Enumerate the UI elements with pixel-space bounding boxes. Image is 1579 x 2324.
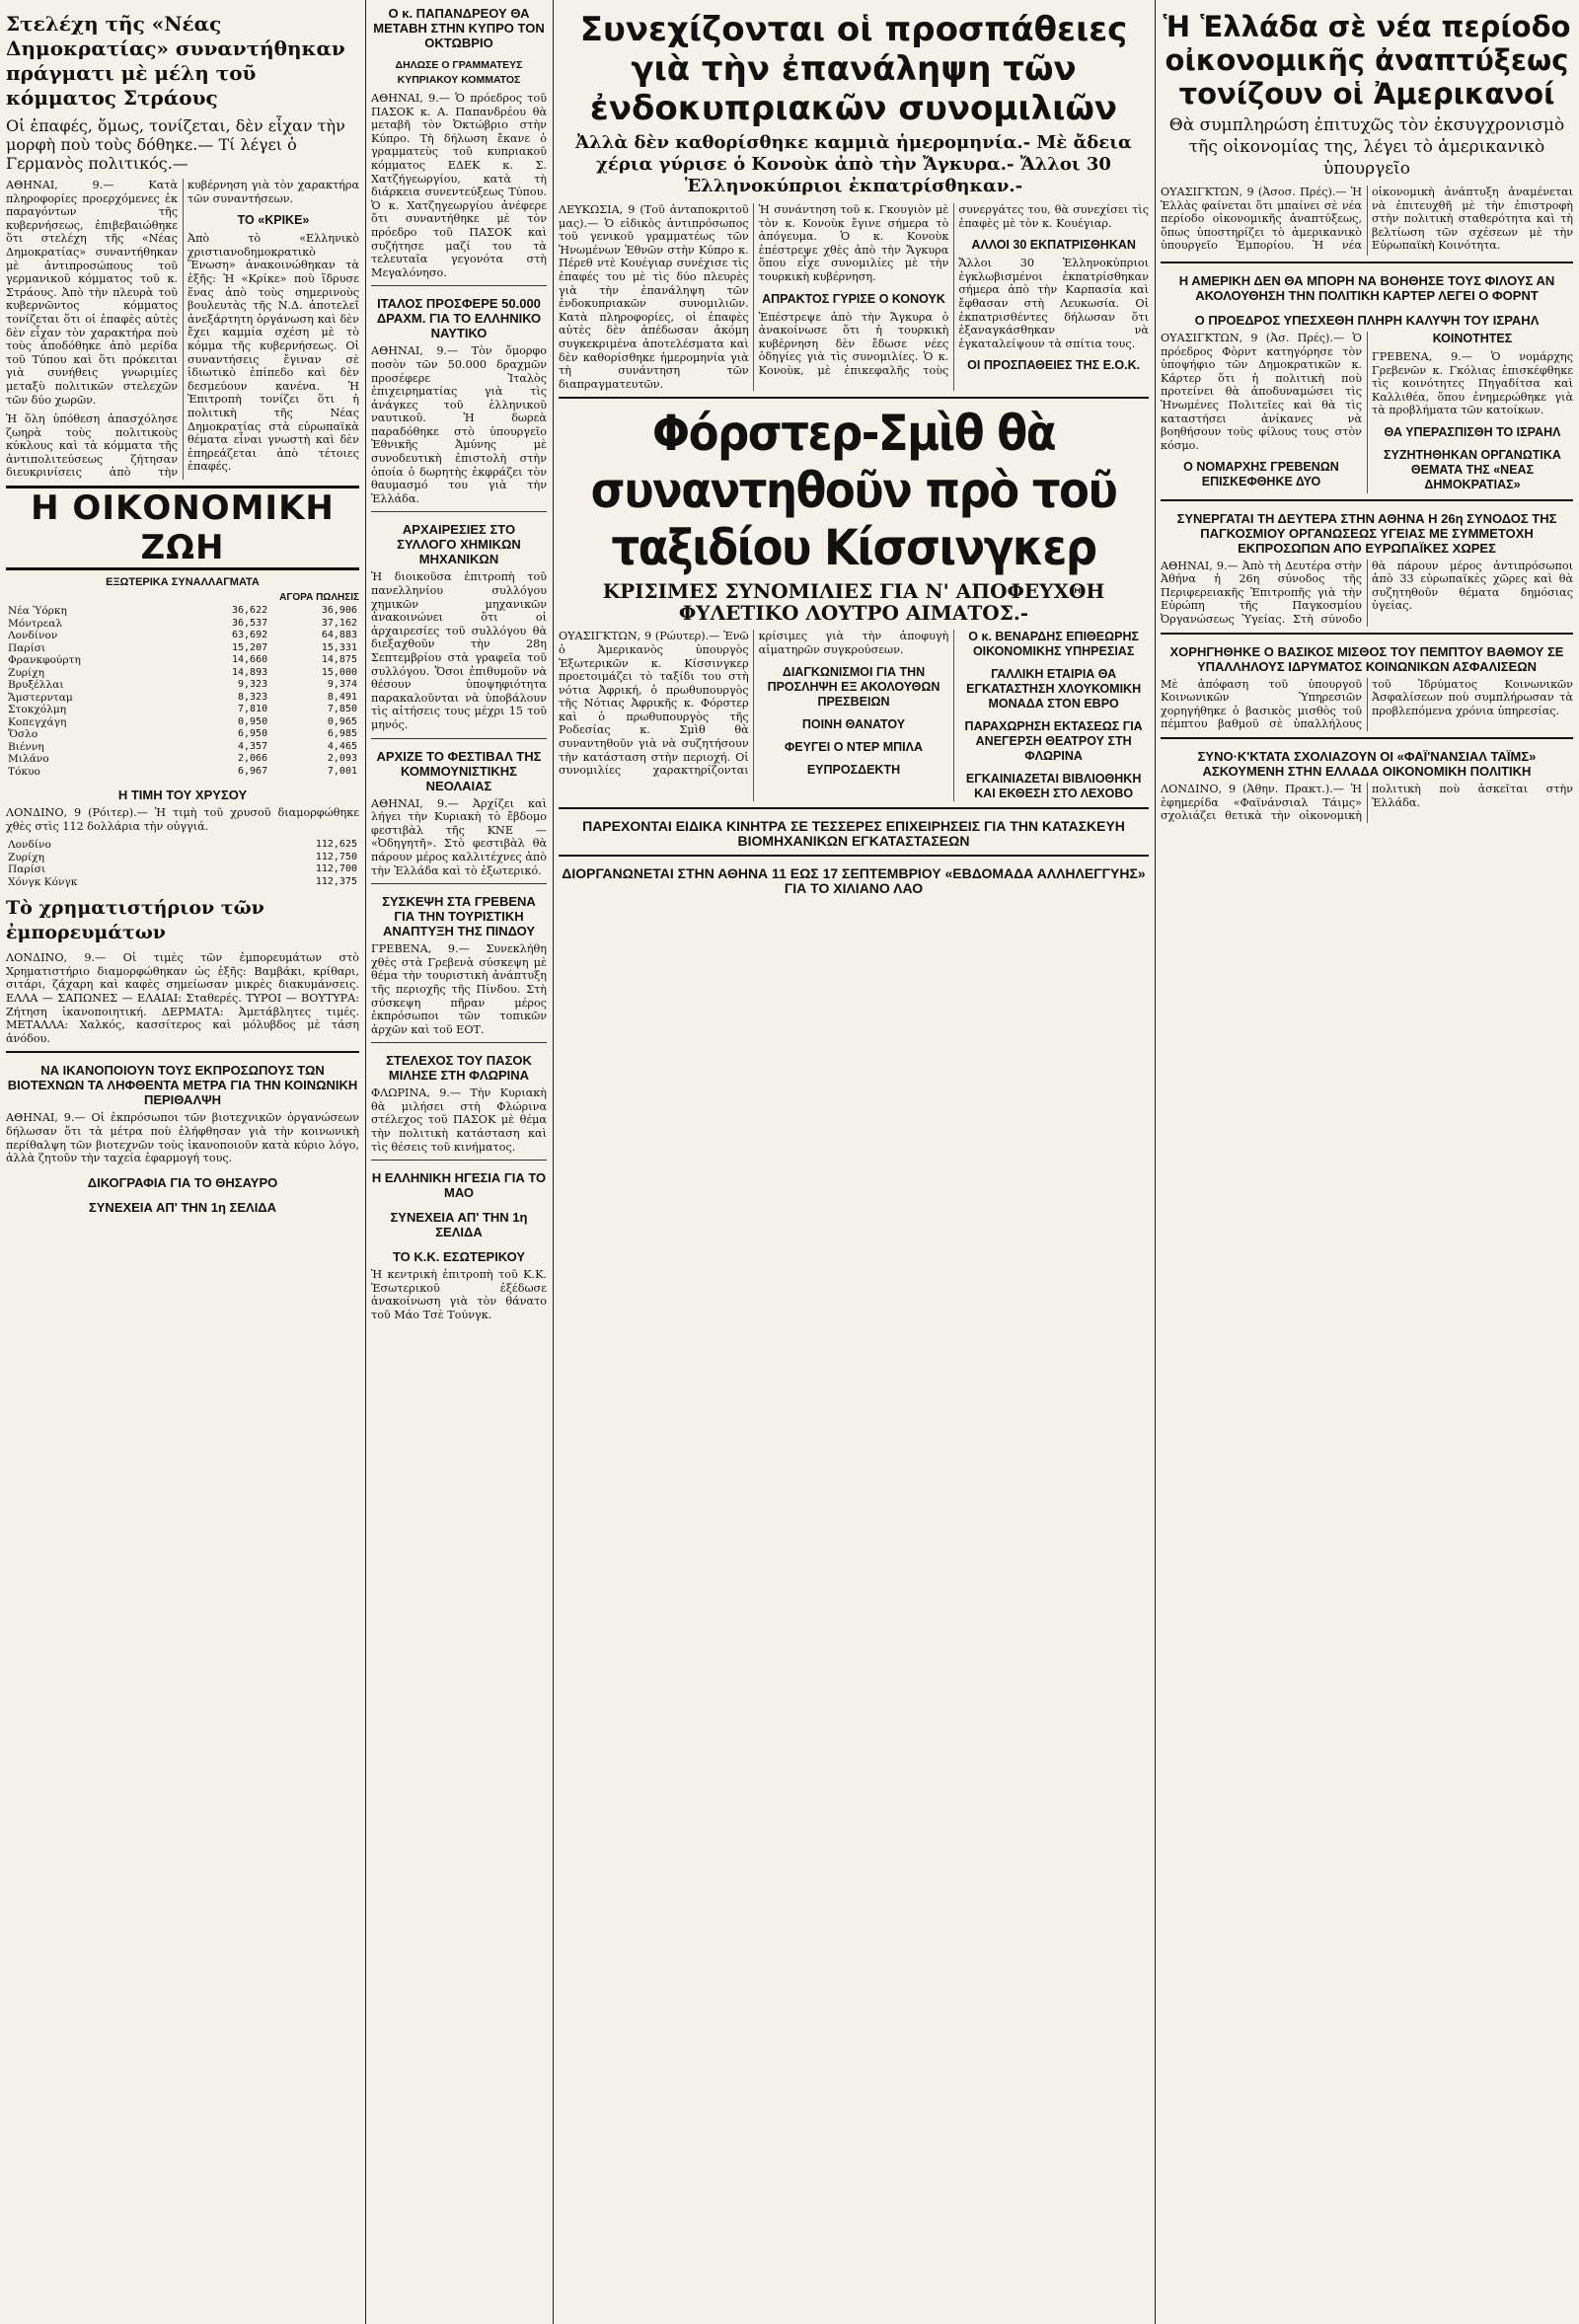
article-ika-salary-body: Μὲ ἀπόφαση τοῦ ὑπουργοῦ Κοινωνικῶν Ὑπηρεσιῶν χορηγήθηκε ὁ βασικὸς μισθὸς τοῦ πέμπτου βαθμοῦ σὲ ὑπαλλήλους τοῦ Ἱδρύματος Κοινωνικῶν Ἀσφαλίσεων ποὺ συμπλήρωσαν τὰ προβλεπόμενα χρόνια ὑπηρεσίας. bbox=[1161, 677, 1573, 731]
fx-row bbox=[6, 741, 359, 754]
fx-currency: Μιλάνο bbox=[8, 753, 49, 766]
article-nd-straus-body: ΑΘΗΝΑΙ, 9.— Κατὰ πληροφορίες προερχόμενες ἐκ παραγόντων τῆς κυβερνήσεως, ἐπιβεβαιώθηκε ὅτι στελέχη τῆς «Νέας Δημοκρατίας» συναντήθηκαν μὲ ἀντιπροσώπους τοῦ γερμανικοῦ κόμματος τοῦ κ. Στράους. Ἀπὸ τὴν πλευρὰ τοῦ κυβερνῶντος κόμματος τονίζεται ὅτι οἱ ἐπαφὲς αὐτὲς δὲν εἶχαν τὸν χαρακτήρα ποὺ τοὺς ἀποδόθηκε ἀπὸ μερίδα τοῦ Τύπου καὶ ὅτι πρόκειται γιὰ συνήθεις γνωριμίες μεταξὺ πολιτικῶν στελεχῶν τῶν δύο χωρῶν. bbox=[6, 179, 178, 407]
fx-row bbox=[6, 704, 359, 716]
fx-row bbox=[6, 654, 359, 667]
fx-row bbox=[6, 766, 359, 779]
article-denktash-return-body: Ἐπέστρεψε ἀπὸ τὴν Ἄγκυρα ὁ ἀνακοίνωσε ὅτι ἡ τουρκικὴ κυβέρνηση δὲν ἔδωσε νέες ὁδηγίες γιὰ τὶς συνομιλίες. Ὁ κ. Κονοὺκ, μὲ ἐπικεφαλῆς τοὺς συνεργάτες του, θὰ συνεχίσει τὶς ἐπαφὲς μὲ τὸν κ. Κουέγιαρ. bbox=[758, 203, 1149, 377]
column-center bbox=[553, 0, 1155, 2324]
headline-ika-salary: ΧΟΡΗΓΗΘΗΚΕ Ο ΒΑΣΙΚΟΣ ΜΙΣΘΟΣ ΤΟΥ ΠΕΜΠΤΟΥ ΒΑΘΜΟΥ ΣΕ ΥΠΑΛΛΗΛΟΥΣ ΙΔΡΥΜΑΤΟΣ ΚΟΙΝΩΝΙΚΩΝ ΑΣΦΑΛΙΣΕΩΝ bbox=[1169, 643, 1564, 674]
fx-table-columns: ΑΓΟΡΑ ΠΩΛΗΣΙΣ bbox=[279, 592, 359, 604]
fx-row bbox=[6, 753, 359, 766]
continued-label-left: ΣΥΝΕΧΕΙΑ ΑΠ' ΤΗΝ 1η ΣΕΛΙΔΑ bbox=[88, 1199, 277, 1215]
article-vorster-smith-body: ΟΥΑΣΙΓΚΤΩΝ, 9 (Ρώυτερ).— Ἐνῶ ὁ Ἀμερικανὸς ὑπουργὸς Ἐξωτερικῶν κ. Κίσσινγκερ προετοιμάζει τὸ ταξίδι του στὴ νότια Ἀφρική, ὁ πρωθυπουργὸς τῆς Νότιας Ἀφρικῆς κ. Φόρστερ καὶ ὁ πρωθυπουργὸς τῆς Ροδεσίας κ. Σμὶθ θὰ συναντηθοῦν γιὰ νὰ συζητήσουν τὴν κατάσταση στὴν περιοχή. Οἱ συνομιλίες χαρακτηρίζονται κρίσιμες γιὰ τὴν ἀποφυγὴ αἱματηρῶν συγκρούσεων. bbox=[559, 630, 949, 778]
fx-row bbox=[6, 667, 359, 680]
fx-currency: Ἄμστερνταμ bbox=[8, 691, 73, 704]
fx-currency: Στοκχόλμη bbox=[8, 704, 67, 716]
fx-buy: 14,893 bbox=[231, 666, 268, 678]
fx-sell: 7,001 bbox=[327, 765, 357, 777]
fx-buy: 4,357 bbox=[238, 740, 268, 752]
fx-sell: 15,331 bbox=[321, 641, 357, 653]
article-cyprus-talks-body: ΛΕΥΚΩΣΙΑ, 9 (Τοῦ ἀνταποκριτοῦ μας).— Ὁ εἰδικὸς ἀντιπρόσωπος τοῦ γενικοῦ γραμματέως τῶν Ἡνωμένων Ἐθνῶν στὴν Κύπρο κ. Πέρεθ ντὲ Κουέγιαρ συνέχισε τὶς ἐπαφές του μὲ τὶς δύο πλευρὲς γιὰ τὴν ἐπανάληψη τῶν ἐνδοκυπριακῶν συνομιλιῶν. Κατὰ πληροφορίες, οἱ ἐπαφὲς αὐτὲς δὲν ἀπέδωσαν ἀκόμη συγκεκριμένα ἀποτελέσματα καὶ δὲν καθορίσθηκε ἡμερομηνία γιὰ τὴ συνάντηση τῶν διαπραγματευτῶν. bbox=[559, 203, 749, 391]
article-chemical-engineers-body: Ἡ διοικοῦσα ἐπιτροπὴ τοῦ πανελληνίου συλλόγου χημικῶν μηχανικῶν ἀνακοινώνει ὅτι οἱ ἀρχαιρεσίες τοῦ συλλόγου θὰ διεξαχθοῦν τὴν 28η Σεπτεμβρίου στὰ γραφεῖα τοῦ συλλόγου. Ὅσοι ἐπιθυμοῦν νὰ θέσουν ὑποψηφιότητα παρακαλοῦνται νὰ ὑποβάλουν τὶς αἰτήσεις τους μέχρι 15 τοῦ μηνός. bbox=[371, 570, 547, 731]
subhead-attaches: ΔΙΑΓΚΩΝΙΣΜΟΙ ΓΙΑ ΤΗΝ ΠΡΟΣΛΗΨΗ ΕΞ ΑΚΟΛΟΥΘΩΝ ΠΡΕΣΒΕΙΩΝ bbox=[767, 664, 940, 709]
subhead-greek-economy: Θὰ συμπληρώση ἐπιτυχῶς τὸν ἐκσυγχρονισμὸ τῆς οἰκονομίας της, λέγει τὸ ἀμερικανικὸ ὑπουργεῖο bbox=[1168, 115, 1565, 179]
fx-currency: Παρίσι bbox=[8, 641, 46, 654]
headline-greek-economy: Ἡ Ἑλλάδα σὲ νέα περίοδο οἰκονομικῆς ἀναπτύξεως τονίζουν οἱ Ἀμερικανοί bbox=[1163, 10, 1571, 111]
subhead-papandreou: ΔΗΛΩΣΕ Ο ΓΡΑΜΜΑΤΕΥΣ ΚΥΠΡΙΑΚΟΥ ΚΟΜΜΑΤΟΣ bbox=[395, 59, 523, 86]
fx-sell: 37,162 bbox=[321, 617, 357, 629]
fx-sell: 14,875 bbox=[321, 654, 357, 666]
headline-ford-carter: Η ΑΜΕΡΙΚΗ ΔΕΝ ΘΑ ΜΠΟΡΗ ΝΑ ΒΟΗΘΗΣΕ ΤΟΥΣ ΦΙΛΟΥΣ ΑΝ ΑΚΟΛΟΥΘΗΣΗ ΤΗΝ ΠΟΛΙΤΙΚΗ ΚΑΡΤΕΡ ΛΕΓΕΙ Ο ΦΟΡΝΤ bbox=[1178, 272, 1555, 303]
headline-papandreou: Ο κ. ΠΑΠΑΝΔΡΕΟΥ ΘΑ ΜΕΤΑΒΗ ΣΤΗΝ ΚΥΠΡΟ ΤΟΝ ΟΚΤΩΒΡΙΟ bbox=[373, 6, 545, 50]
fx-sell: 8,491 bbox=[327, 691, 357, 703]
subhead-krike: ΤΟ «ΚΡΙΚΕ» bbox=[237, 213, 310, 228]
gold-value: 112,625 bbox=[315, 839, 357, 851]
fx-currency: Ζυρίχη bbox=[8, 666, 44, 679]
headline-greek-leadership-mao: Η ΕΛΛΗΝΙΚΗ ΗΓΕΣΙΑ ΓΙΑ ΤΟ ΜΑΟ bbox=[371, 1170, 547, 1201]
headline-nd-straus: Στελέχη τῆς «Νέας Δημοκρατίας» συναντήθηκαν πράγματι μὲ μέλη τοῦ κόμματος Στράους bbox=[6, 12, 345, 110]
fx-buy: 63,692 bbox=[231, 630, 268, 641]
article-ford-carter-body: ΟΥΑΣΙΓΚΤΩΝ, 9 (Ἀσ. Πρές).— Ὁ πρόεδρος Φὸρντ κατηγόρησε τὸν ὑποψήφιο τῶν Δημοκρατικῶν κ. Κάρτερ ὅτι ἡ πολιτικὴ ποὺ προτείνει θὰ ἀποδυναμώσει τὶς Ἡνωμένες Πολιτεῖες καὶ θὰ τὶς καταστήσει ἀνίκανες νὰ βοηθήσουν τοὺς φίλους τους στὸν κόσμο. bbox=[1161, 331, 1362, 452]
subhead-vorster-smith: ΚΡΙΣΙΜΕΣ ΣΥΝΟΜΙΛΙΕΣ ΓΙΑ Ν' ΑΠΟΦΕΥΧΘΗ ΦΥΛΕΤΙΚΟ ΛΟΥΤΡΟ ΑΙΜΑΤΟΣ.- bbox=[602, 579, 1105, 626]
fx-table-title: ΕΞΩΤΕΡΙΚΑ ΣΥΝΑΛΛΑΓΜΑΤΑ bbox=[106, 576, 260, 589]
fx-sell: 4,465 bbox=[327, 740, 357, 752]
article-who-session-body: ΑΘΗΝΑΙ, 9.— Ἀπὸ τὴ Δευτέρα στὴν Ἀθήνα ἡ 26η σύνοδος τῆς Περιφερειακῆς Ἐπιτροπῆς γιὰ τὴν Εὐρώπη τῆς Παγκοσμίου Ὀργανώσεως Ὑγείας. Στὴ σύνοδο θὰ πάρουν μέρος ἀντιπρόσωποι ἀπὸ 33 εὐρωπαϊκὲς χῶρες καὶ θὰ συζητηθοῦν θέματα δημόσιας ὑγείας. bbox=[1161, 559, 1573, 626]
subhead-der-bila: ΦΕΥΓΕΙ Ο ΝΤΕΡ ΜΠΙΛΑ bbox=[784, 739, 923, 754]
fx-row bbox=[6, 679, 359, 692]
headline-kke-interior: ΤΟ Κ.Κ. ΕΣΩΤΕΡΙΚΟΥ bbox=[392, 1249, 526, 1265]
subhead-eec-efforts: ΟΙ ΠΡΟΣΠΑΘΕΙΕΣ ΤΗΣ Ε.Ο.Κ. bbox=[967, 358, 1141, 373]
gold-row bbox=[6, 876, 359, 889]
fx-buy: 8,323 bbox=[238, 691, 268, 703]
headline-thesaurus: ΔΙΚΟΓΡΑΦΙΑ ΓΙΑ ΤΟ ΘΗΣΑΥΡΟ bbox=[87, 1174, 278, 1190]
fx-buy: 36,537 bbox=[231, 617, 268, 629]
fx-buy: 14,660 bbox=[231, 654, 268, 666]
headline-italian-donation: ΙΤΑΛΟΣ ΠΡΟΣΦΕΡΕ 50.000 ΔΡΑΧΜ. ΓΙΑ ΤΟ ΕΛΛΗΝΙΚΟ ΝΑΥΤΙΚΟ bbox=[376, 296, 542, 341]
fx-sell: 6,985 bbox=[327, 728, 357, 740]
fx-currency: Ὄσλο bbox=[8, 728, 38, 741]
column-left bbox=[0, 0, 365, 2324]
gold-row bbox=[6, 852, 359, 864]
fx-buy: 7,810 bbox=[238, 704, 268, 715]
article-grevena-tourism-body: ΓΡΕΒΕΝΑ, 9.— Συνεκλήθη χθὲς στὰ Γρεβενὰ σύσκεψη μὲ θέμα τὴν τουριστικὴ ἀνάπτυξη τῆς περιοχῆς τῆς Πίνδου. Στὴ σύσκεψη πῆραν μέρος ἐκπρόσωποι τῶν τοπικῶν ἀρχῶν καὶ τοῦ ΕΟΤ. bbox=[371, 942, 547, 1036]
article-greek-economy-body: ΟΥΑΣΙΓΚΤΩΝ, 9 (Ἀσοσ. Πρές).— Ἡ Ἑλλὰς φαίνεται ὅτι μπαίνει σὲ νέα περίοδο οἰκονομικῆς ἀναπτύξεως, ὅπως ὑποστηρίζει τὸ ἀμερικανικὸ ὑπουργεῖο Ἐμπορίου. Ἡ νέα οἰκονομικὴ ἀνάπτυξη ἀναμένεται νὰ ἐπιτευχθῆ μὲ τὴν ἐπιστροφὴ στὴν πολιτικὴ σταθερότητα καὶ τὴ βελτίωση τῶν σχέσεων μὲ τὴν Εὐρωπαϊκὴ Κοινότητα. bbox=[1161, 186, 1573, 253]
continued-label-second: ΣΥΝΕΧΕΙΑ ΑΠ' ΤΗΝ 1η ΣΕΛΙΔΑ bbox=[390, 1210, 528, 1240]
article-financial-times-body: ΛΟΝΔΙΝΟ, 9 (Ἀθην. Πρακτ.).— Ἡ ἐφημερίδα «Φαϊνάνσιαλ Τάιμς» σχολιάζει θετικὰ τὴν οἰκονομικὴ πολιτικὴ ποὺ ἀσκεῖται στὴν Ἑλλάδα. bbox=[1161, 782, 1573, 823]
gold-value: 112,750 bbox=[315, 851, 357, 862]
fx-row bbox=[6, 630, 359, 642]
fx-row bbox=[6, 692, 359, 705]
fx-sell: 7,850 bbox=[327, 704, 357, 715]
subhead-death-penalty: ΠΟΙΝΗ ΘΑΝΑΤΟΥ bbox=[801, 716, 906, 731]
subhead-cyprus-talks: Ἀλλὰ δὲν καθορίσθηκε καμμιὰ ἡμερομηνία.- Μὲ ἄδεια χέρια γύρισε ὁ Κονοὺκ ἀπὸ τὴν Ἄγκυρα.- Ἄλλοι 30 Ἑλληνοκύπριοι ἐκπατρίσθηκαν.- bbox=[575, 132, 1132, 196]
headline-craftsmen: ΝΑ ΙΚΑΝΟΠΟΙΟΥΝ ΤΟΥΣ ΕΚΠΡΟΣΩΠΟΥΣ ΤΩΝ ΒΙΟΤΕΧΝΩΝ ΤΑ ΛΗΦΘΕΝΤΑ ΜΕΤΡΑ ΓΙΑ ΤΗΝ ΚΟΙΝΩΝΙΚΗ ΠΕΡΙΘΑΛΨΗ bbox=[7, 1063, 358, 1108]
subhead-defend-israel: ΘΑ ΥΠΕΡΑΣΠΙΣΘΗ ΤΟ ΙΣΡΑΗΛ bbox=[1384, 424, 1561, 439]
gold-market: Ζυρίχη bbox=[8, 851, 44, 863]
fx-row bbox=[6, 605, 359, 618]
article-craftsmen-body: ΑΘΗΝΑΙ, 9.— Οἱ ἐκπρόσωποι τῶν βιοτεχνικῶν ὀργανώσεων δήλωσαν ὅτι τὰ μέτρα ποὺ ἐλήφθησαν γιὰ τὴν κοινωνικὴ περίθαλψη τῶν βιοτεχνῶν τοὺς ἱκανοποιοῦν κατὰ κύριο λόγο, ἀλλὰ ζητοῦν τὴν ταχεία ἐφαρμογή τους. bbox=[6, 1111, 359, 1165]
headline-financial-times: ΣΥΝΟ·Κ'ΚΤΑΤΑ ΣΧΟΛΙΑΖΟΥΝ ΟΙ «ΦΑΪ'ΝΑΝΣΙΑΛ ΤΑΪΜΣ» ΑΣΚΟΥΜΕΝΗ ΣΤΗΝ ΕΛΛΑΔΑ ΟΙΚΟΝΟΜΙΚΗ ΠΟΛΙΤΙΚΗ bbox=[1197, 748, 1537, 779]
headline-solidarity-week: ΔΙΟΡΓΑΝΩΝΕΤΑΙ ΣΤΗΝ ΑΘΗΝΑ 11 ΕΩΣ 17 ΣΕΠΤΕΜΒΡΙΟΥ «ΕΒΔΟΜΑΔΑ ΑΛΛΗΛΕΓΓΥΗΣ» ΓΙΑ ΤΟ ΧΙΛΙΑΝΟ ΛΑΟ bbox=[562, 865, 1146, 897]
subhead-denktash-return: ΑΠΡΑΚΤΟΣ ΓΥΡΙΣΕ Ο ΚΟΝΟΥΚ bbox=[762, 291, 945, 306]
commodities-text: ΛΟΝΔΙΝΟ, 9.— Οἱ τιμὲς τῶν ἐμπορευμάτων στὸ Χρηματιστήριο διαμορφώθηκαν ὡς ἑξῆς: Βαμβάκι, κρίθαρι, σιτάρι, ζάχαρη καὶ καφὲς σημείωσαν μικρὲς διακυμάνσεις. ΕΛΛΑ — ΣΑΠΩΝΕΣ — ΕΛΑΙΑΙ: Σταθερές. ΤΥΡΟΙ — ΒΟΥΤΥΡΑ: Ζήτηση ἱκανοποιητική. ΔΕΡΜΑΤΑ: Ἀμετάβλητες τιμές. ΜΕΤΑΛΛΑ: Χαλκός, κασσίτερος καὶ μόλυβδος μὲ τάση ἀνόδου. bbox=[6, 951, 359, 1045]
gold-table bbox=[6, 839, 359, 888]
subhead-venardis: Ο κ. ΒΕΝΑΡΔΗΣ ΕΠΙΘΕΩΡΗΣ ΟΙΚΟΝΟΜΙΚΗΣ ΥΠΗΡΕΣΙΑΣ bbox=[968, 630, 1139, 659]
headline-nd-organisation: ΣΥΖΗΤΗΘΗΚΑΝ ΟΡΓΑΝΩΤΙΚΑ ΘΕΜΑΤΑ ΤΗΣ «ΝΕΑΣ ΔΗΜΟΚΡΑΤΙΑΣ» bbox=[1384, 447, 1561, 491]
article-papandreou-body: ΑΘΗΝΑΙ, 9.— Ὁ πρόεδρος τοῦ ΠΑΣΟΚ κ. Α. Παπανδρέου θὰ μεταβῆ τὸν Ὀκτώβριο στὴν Κύπρο. Τὴ δήλωση ἔκανε ὁ γραμματεὺς τοῦ κυπριακοῦ κόμματος ΕΔΕΚ κ. Σ. Χατζήγεωργίου, κατὰ τὴ διάρκεια συνεντεύξεως Τύπου. Ὁ κ. Χατζηγεωργίου ἀνέφερε ὅτι συναντήθηκε μὲ τὸν πρόεδρο τοῦ ΠΑΣΟΚ καὶ συζήτησε μαζί του τὰ τελευταῖα γεγονότα στὴ Μεγαλόνησο. bbox=[371, 92, 547, 279]
fx-row bbox=[6, 642, 359, 655]
gold-row bbox=[6, 863, 359, 876]
headline-grevena-tourism: ΣΥΣΚΕΨΗ ΣΤΑ ΓΡΕΒΕΝΑ ΓΙΑ ΤΗΝ ΤΟΥΡΙΣΤΙΚΗ ΑΝΑΠΤΥΞΗ ΤΗΣ ΠΙΝΔΟΥ bbox=[382, 894, 536, 939]
fx-sell: 9,374 bbox=[327, 679, 357, 691]
article-nd-straus-body2: Ἡ ὅλη ὑπόθεση ἀπασχόλησε ζωηρὰ τοὺς πολιτικοὺς κύκλους καὶ τὰ κόμματα τῆς ἀντιπολιτεύσεως ζήτησαν διευκρινίσεις ἀπὸ τὴν κυβέρνηση γιὰ τὸν χαρακτήρα τῶν συναντήσεων. bbox=[6, 179, 359, 480]
headline-who-session: ΣΥΝΕΡΓΑΤΑΙ ΤΗ ΔΕΥΤΕΡΑ ΣΤΗΝ ΑΘΗΝΑ Η 26η ΣΥΝΟΔΟΣ ΤΗΣ ΠΑΓΚΟΣΜΙΟΥ ΟΡΓΑΝΩΣΕΩΣ ΥΓΕΙΑΣ ΜΕ ΣΥΜΜΕΤΟΧΗ ΕΚΠΡΟΣΩΠΩΝ ΑΠΟ ΕΥΡΩΠΑΪΚΕΣ ΧΩΡΕΣ bbox=[1176, 510, 1557, 556]
gold-value: 112,700 bbox=[315, 863, 357, 875]
fx-sell: 64,883 bbox=[321, 630, 357, 641]
article-cyprus-talks-body2: Ἡ συνάντηση τοῦ κ. Γκουγιὸν μὲ τὸν κ. Κονοὺκ ἔγινε σήμερα τὸ ἀπόγευμα. Ὁ κ. Κονοὺκ ἐπέστρεψε χθὲς ἀπὸ τὴν Ἄγκυρα ὅπου εἶχε συνομιλίες μὲ τὴν τουρκικὴ κυβέρνηση. bbox=[758, 203, 949, 283]
fx-currency: Λονδίνον bbox=[8, 630, 58, 642]
subhead-florina-theatre: ΠΑΡΑΧΩΡΗΣΗ ΕΚΤΑΣΕΩΣ ΓΙΑ ΑΝΕΓΕΡΣΗ ΘΕΑΤΡΟΥ ΣΤΗ ΦΛΩΡΙΝΑ bbox=[964, 719, 1143, 764]
fx-buy: 36,622 bbox=[231, 605, 268, 617]
gold-row bbox=[6, 839, 359, 852]
fx-buy: 6,967 bbox=[238, 765, 268, 777]
subhead-welcome: ΕΥΠΡΟΣΔΕΚΤΗ bbox=[806, 762, 901, 777]
column-second bbox=[365, 0, 553, 2324]
article-kne-festival-body: ΑΘΗΝΑΙ, 9.— Ἀρχίζει καὶ λήγει τὴν Κυριακὴ τὸ ἔβδομο φεστιβὰλ τῆς ΚΝΕ — «Ὀδηγητῆ». Στὸ φεστιβὰλ θὰ πάρουν μέρος καλλιτέχνες ἀπὸ τὴν Ἑλλάδα καὶ τὸ ἐξωτερικό. bbox=[371, 796, 547, 877]
headline-israel-coverage: Ο ΠΡΟΕΔΡΟΣ ΥΠΕΣΧΕΘΗ ΠΛΗΡΗ ΚΑΛΥΨΗ ΤΟΥ ΙΣΡΑΗΛ bbox=[1194, 312, 1540, 328]
gold-price-title: Η ΤΙΜΗ ΤΟΥ ΧΡΥΣΟΥ bbox=[117, 787, 248, 803]
article-expatriated-body: Ἄλλοι 30 Ἑλληνοκύπριοι ἐγκλωβισμένοι ἐκπατρίσθηκαν σήμερα ἀπὸ τὴν Καρπασία καὶ ἔφθασαν στὴ Λευκωσία. Οἱ ἐκπατρισθέντες δήλωσαν ὅτι ἐξαναγκάσθηκαν νὰ ἐγκαταλείψουν τὰ σπίτια τους. bbox=[958, 257, 1149, 350]
fx-table bbox=[6, 605, 359, 778]
fx-currency: Φρανκφούρτη bbox=[8, 654, 81, 667]
fx-currency: Μόντρεαλ bbox=[8, 617, 63, 630]
fx-currency: Κοπεγχάγη bbox=[8, 715, 67, 728]
fx-row bbox=[6, 618, 359, 631]
fx-sell: 2,093 bbox=[327, 753, 357, 765]
fx-buy: 6,950 bbox=[238, 728, 268, 740]
subhead-nd-straus: Οἱ ἐπαφές, ὅμως, τονίζεται, δὲν εἶχαν τὴν μορφὴ ποὺ τοὺς δόθηκε.— Τί λέγει ὁ Γερμανὸς πολιτικός.— bbox=[6, 116, 345, 173]
commodities-title: Τὸ χρηματιστήριον τῶν ἐμπορευμάτων bbox=[6, 897, 264, 944]
article-grevena-prefect-body: ΓΡΕΒΕΝΑ, 9.— Ὁ νομάρχης Γρεβενῶν κ. Γκόλιας ἐπισκέφθηκε τὶς κοινότητες Πηγαδίτσα καὶ Καλλιθέα, ὅπου ἐνημερώθηκε γιὰ τὰ προβλήματα τῶν κατοίκων. bbox=[1372, 349, 1573, 417]
fx-currency: Βρυξέλλαι bbox=[8, 679, 64, 692]
gold-price-text: ΛΟΝΔΙΝΟ, 9 (Ρόιτερ).— Ἡ τιμὴ τοῦ χρυσοῦ διαμορφώθηκε χθὲς στὶς 112 δολλάρια τὴν οὐγγιά. bbox=[6, 806, 359, 833]
article-kke-interior-body: Ἡ κεντρικὴ ἐπιτροπὴ τοῦ Κ.Κ. Ἐσωτερικοῦ ἐξέδωσε ἀνακοίνωση γιὰ τὸν θάνατο τοῦ Μάο Τσὲ Τούνγκ. bbox=[371, 1268, 547, 1322]
article-italian-donation-body: ΑΘΗΝΑΙ, 9.— Τὸν ὄμορφο ποσὸν τῶν 50.000 δραχμῶν προσέφερε Ἰταλὸς ἐπιχειρηματίας γιὰ τὶς ἀνάγκες τοῦ ἑλληνικοῦ ναυτικοῦ. Ἡ δωρεὰ παραδόθηκε στὸ ὑπουργεῖο Ἐθνικῆς Ἀμύνης μὲ συνοδευτικὴ ἐπιστολὴ στὴν ὁποία ὁ δωρητὴς ἐκφράζει τὸν θαυμασμό του γιὰ τὴν Ἑλλάδα. bbox=[371, 344, 547, 505]
fx-currency: Τόκυο bbox=[8, 765, 40, 778]
headline-kne-festival: ΑΡΧΙΖΕ ΤΟ ΦΕΣΤΙΒΑΛ ΤΗΣ ΚΟΜΜΟΥΝΙΣΤΙΚΗΣ ΝΕΟΛΑΙΑΣ bbox=[376, 748, 542, 793]
gold-market: Λονδίνο bbox=[8, 839, 51, 852]
gold-value: 112,375 bbox=[315, 875, 357, 887]
fx-currency: Βιέννη bbox=[8, 740, 44, 753]
economic-life-banner: Η ΟΙΚΟΝΟΜΙΚΗ ΖΩΗ bbox=[6, 486, 359, 570]
gold-market: Παρίσι bbox=[8, 863, 46, 876]
gold-market: Χόνγκ Κόνγκ bbox=[8, 875, 78, 888]
fx-row bbox=[6, 716, 359, 729]
fx-sell: 15,000 bbox=[321, 666, 357, 678]
fx-row bbox=[6, 728, 359, 741]
headline-industrial-incentives: ΠΑΡΕΧΟΝΤΑΙ ΕΙΔΙΚΑ ΚΙΝΗΤΡΑ ΣΕ ΤΕΣΣΕΡΕΣ ΕΠΙΧΕΙΡΗΣΕΙΣ ΓΙΑ ΤΗΝ ΚΑΤΑΣΚΕΥΗ ΒΙΟΜΗΧΑΝΙΚΩΝ ΕΓΚΑΤΑΣΤΑΣΕΩΝ bbox=[582, 818, 1125, 850]
headline-chemical-engineers: ΑΡΧΑΙΡΕΣΙΕΣ ΣΤΟ ΣΥΛΛΟΓΟ ΧΗΜΙΚΩΝ ΜΗΧΑΝΙΚΩΝ bbox=[397, 522, 521, 567]
fx-buy: 0,950 bbox=[238, 715, 268, 727]
article-pasok-florina-body: ΦΛΩΡΙΝΑ, 9.— Τὴν Κυριακὴ θὰ μιλήσει στὴ Φλώρινα στέλεχος τοῦ ΠΑΣΟΚ μὲ θέμα τὴν πολιτικὴ κατάσταση καὶ τὶς θέσεις τοῦ κινήματος. bbox=[371, 1087, 547, 1154]
fx-currency: Νέα Ὑόρκη bbox=[8, 605, 67, 618]
subhead-lehovo-library: ΕΓΚΑΙΝΙΑΖΕΤΑΙ ΒΙΒΛΙΟΘΗΚΗ ΚΑΙ ΕΚΘΕΣΗ ΣΤΟ ΛΕΧΟΒΟ bbox=[965, 772, 1142, 801]
fx-sell: 0,965 bbox=[327, 715, 357, 727]
fx-sell: 36,906 bbox=[321, 605, 357, 617]
headline-pasok-florina: ΣΤΕΛΕΧΟΣ ΤΟΥ ΠΑΣΟΚ ΜΙΛΗΣΕ ΣΤΗ ΦΛΩΡΙΝΑ bbox=[386, 1053, 532, 1084]
headline-cyprus-talks: Συνεχίζονται οἱ προσπάθειες γιὰ τὴν ἐπανάληψη τῶν ἐνδοκυπριακῶν συνομιλιῶν bbox=[579, 10, 1128, 128]
headline-grevena-prefect: Ο ΝΟΜΑΡΧΗΣ ΓΡΕΒΕΝΩΝ ΕΠΙΣΚΕΦΘΗΚΕ ΔΥΟ ΚΟΙΝΟΤΗΤΕΣ bbox=[1183, 331, 1513, 489]
subhead-french-company: ΓΑΛΛΙΚΗ ΕΤΑΙΡΙΑ ΘΑ ΕΓΚΑΤΑΣΤΗΣΗ ΧΛΟΥΚΟΜΙΚΗ ΜΟΝΑΔΑ ΣΤΟΝ ΕΒΡΟ bbox=[966, 667, 1142, 712]
article-krike-body: Ἀπὸ τὸ «Ελληνικὸ χριστιανοδημοκρατικὸ Ἕνωση» ἀνακοινώθηκαν τὰ ἑξῆς: Ἡ «Κρίκε» ποὺ ἵδρυσε ἕνας ἀπὸ τοὺς σημερινοὺς βουλευτὰς τῆς Ν.Δ. ἀποτελεῖ ἀνεξάρτητη ὀργάνωση καὶ δὲν ἔχει καμμία σχέση μὲ τὸ κόμμα τῆς κυβερνήσεως. Οἱ συναντήσεις ἔγιναν σὲ ἰδιωτικὸ ἐπίπεδο καὶ δὲν δεσμεύουν κανένα. Ἡ Ἐπιτροπὴ τονίζει ὅτι ἡ πολιτικὴ τῆς Νέας Δημοκρατίας στὰ εὐρωπαϊκὰ θέματα εἶναι γνωστὴ καὶ δὲν ἐπηρεάζεται ἀπὸ τέτοιες ἐπαφές. bbox=[188, 232, 359, 474]
fx-buy: 2,066 bbox=[238, 753, 268, 765]
column-right bbox=[1155, 0, 1579, 2324]
headline-vorster-smith: Φόρστερ-Σμὶθ θὰ συναντηθοῦν πρὸ τοῦ ταξιδίου Κίσσινγκερ bbox=[590, 405, 1117, 577]
fx-buy: 9,323 bbox=[238, 679, 268, 691]
fx-buy: 15,207 bbox=[231, 641, 268, 653]
subhead-expatriated: ΑΛΛΟΙ 30 ΕΚΠΑΤΡΙΣΘΗΚΑΝ bbox=[971, 238, 1136, 253]
